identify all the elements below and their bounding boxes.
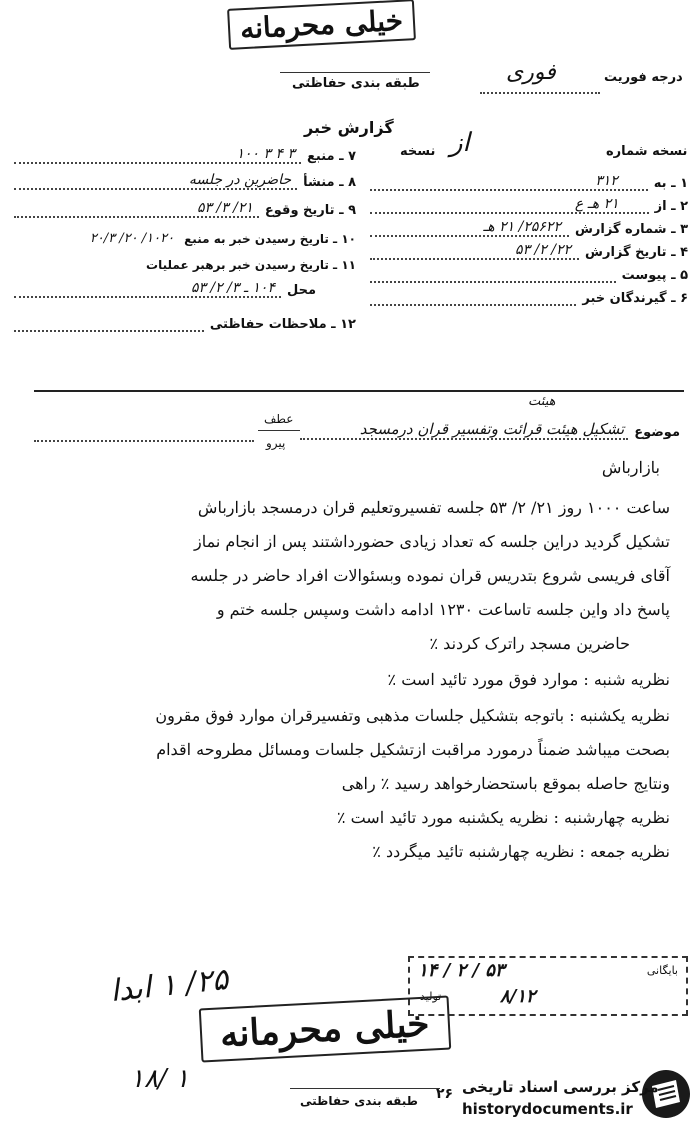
- copy-total-label: [400, 140, 435, 159]
- registration-stamp-date: ۱۴ / ۲ / ۵۳: [418, 960, 505, 981]
- copy-number-value: [450, 128, 470, 158]
- field-label: ۱۰ ـ تاریخ رسیدن خبر به منبع: [184, 232, 356, 246]
- subject-handwritten-note: هیئت: [528, 394, 556, 409]
- handwritten-number: ۱۸/ ۱: [130, 1064, 189, 1094]
- urgency-value: فوری: [506, 60, 556, 85]
- page-number: ۲۶: [436, 1086, 454, 1102]
- copy-number-label: نسخه شماره: [606, 144, 688, 159]
- field-label: ۲ ـ از: [654, 199, 688, 214]
- field-label: ۷ ـ منبع: [307, 149, 356, 164]
- registration-stamp-label: بایگانی: [646, 964, 678, 977]
- divider: [290, 1088, 440, 1089]
- field-row: [370, 237, 688, 260]
- body-line: نظریه شنبه : موارد فوق مورد تائید است ٪: [387, 670, 670, 689]
- urgency-label: درجه فوریت: [604, 70, 683, 85]
- subject-row: [300, 420, 680, 440]
- field-label: ۱ ـ به: [653, 176, 688, 191]
- registration-stamp: [408, 956, 688, 1016]
- field-value: حاضرین در جلسه: [14, 172, 297, 190]
- classification-label-bottom: طبقه بندی حفاظتی: [300, 1094, 418, 1108]
- body-line: ونتایج حاصله بموقع باستحضارخواهد رسید ٪ راهی: [341, 774, 670, 793]
- field-row: [370, 283, 688, 306]
- field-label: ۳ ـ شماره گزارش: [574, 222, 688, 237]
- subject-continuation: بازارباش: [601, 458, 660, 477]
- body-line: آقای فریسی شروع بتدریس قران نموده وبسئوالات افراد حاضر در جلسه: [190, 566, 670, 585]
- body-line: ساعت ۱۰۰۰ روز ۲۱/ ۲/ ۵۳ جلسه تفسیروتعلیم قران درمسجد بازارباش: [197, 498, 670, 517]
- field-row: [14, 164, 356, 190]
- divider: [258, 430, 300, 431]
- subject-side-note-top: عطف: [264, 412, 294, 426]
- field-row: [370, 214, 688, 237]
- field-row: [370, 168, 688, 191]
- copy-number-row: [606, 140, 687, 159]
- field-row: [14, 190, 356, 218]
- classification-stamp-bottom: خیلی محرمانه: [199, 996, 451, 1063]
- watermark-title: مرکز بررسی اسناد تاریخی: [462, 1078, 659, 1096]
- body-line: حاضرین مسجد راترک کردند ٪: [429, 634, 630, 653]
- copy-total-text: نسخه: [400, 144, 436, 159]
- field-label: ۶ ـ گیرندگان خبر: [582, 291, 688, 306]
- divider: [280, 72, 430, 73]
- field-row: [14, 272, 356, 298]
- field-label: ۴ ـ تاریخ گزارش: [585, 245, 688, 260]
- registration-stamp-label-2: تولید: [420, 990, 442, 1003]
- handwritten-note: ۲۵/ ۱ ابدا: [108, 961, 230, 1010]
- field-value: ۲۱/ ۳/ ۵۳: [14, 200, 259, 218]
- subject-side-note-bottom: پیرو: [266, 436, 286, 450]
- page-title: گزارش خبر: [304, 118, 394, 137]
- field-value: ۱۰۴ ـ ۳/ ۲/ ۵۳: [14, 280, 281, 298]
- body-line: نظریه جمعه : نظریه چهارشنبه تائید میگردد ٪: [372, 842, 670, 861]
- classification-label-top: طبقه بندی حفاظتی: [292, 76, 420, 91]
- body-line: نظریه چهارشنبه : نظریه یکشنبه مورد تائید است ٪: [336, 808, 670, 827]
- field-value: ۱۰۲۰/ ۲۰/ ۲۰/۳: [89, 231, 175, 246]
- field-label: ۸ ـ منشأ: [303, 175, 356, 190]
- dotted-line: [480, 92, 600, 94]
- body-line: تشکیل گردید دراین جلسه که تعداد زیادی حضورداشتند پس از انجام نماز: [193, 532, 670, 551]
- field-value: ۲۲/ ۲/ ۵۳: [370, 242, 579, 260]
- field-value: ۳ ۴ ۳ ۱۰۰: [14, 146, 301, 164]
- copy-of-label: از: [450, 128, 470, 158]
- field-row: [14, 218, 356, 246]
- left-fields: [14, 140, 356, 332]
- registration-stamp-number: ۸/۱۲: [500, 986, 536, 1007]
- body-line: بصحت میباشد ضمناً درمورد مراقبت ازتشکیل جلسات ومسائل مطروحه اقدام: [156, 740, 670, 759]
- field-label: ۱۲ ـ ملاحظات حفاظتی: [209, 317, 356, 332]
- watermark-url: historydocuments.ir: [462, 1100, 633, 1118]
- field-row: [14, 246, 356, 272]
- field-value: ۲۵۶۲۲/ ۲۱ هـ: [370, 219, 569, 237]
- dotted-line: [34, 440, 254, 442]
- field-value: [370, 267, 616, 283]
- subject-label: موضوع: [634, 425, 680, 440]
- classification-stamp-top: خیلی محرمانه: [227, 0, 416, 50]
- field-row: [14, 298, 356, 332]
- field-value: [370, 290, 576, 306]
- field-value: ۳۱۲: [370, 173, 648, 191]
- field-value: [14, 316, 204, 332]
- field-label: ۵ ـ پیوست: [621, 268, 688, 283]
- field-label: ۹ ـ تاریخ وقوع: [264, 203, 356, 218]
- field-row: [370, 191, 688, 214]
- right-fields: [370, 168, 688, 306]
- report-body: [44, 498, 670, 876]
- field-row: [14, 140, 356, 164]
- field-row: [370, 260, 688, 283]
- body-line: پاسخ داد واین جلسه تاساعت ۱۲۳۰ ادامه داشت وسپس جلسه ختم و: [216, 600, 670, 619]
- field-value: ۲۱ هـ ع: [370, 196, 649, 214]
- body-line: نظریه یکشنبه : باتوجه بتشکیل جلسات مذهبی وتفسیرقران موارد فوق مقرون: [155, 706, 670, 725]
- field-label: ۱۱ ـ تاریخ رسیدن خبر برهبر عملیات: [146, 258, 356, 272]
- section-divider: [34, 390, 684, 392]
- subject-value: تشکیل هیئت قرائت وتفسیر قران درمسجد: [300, 420, 628, 440]
- field-label: محل: [286, 283, 316, 298]
